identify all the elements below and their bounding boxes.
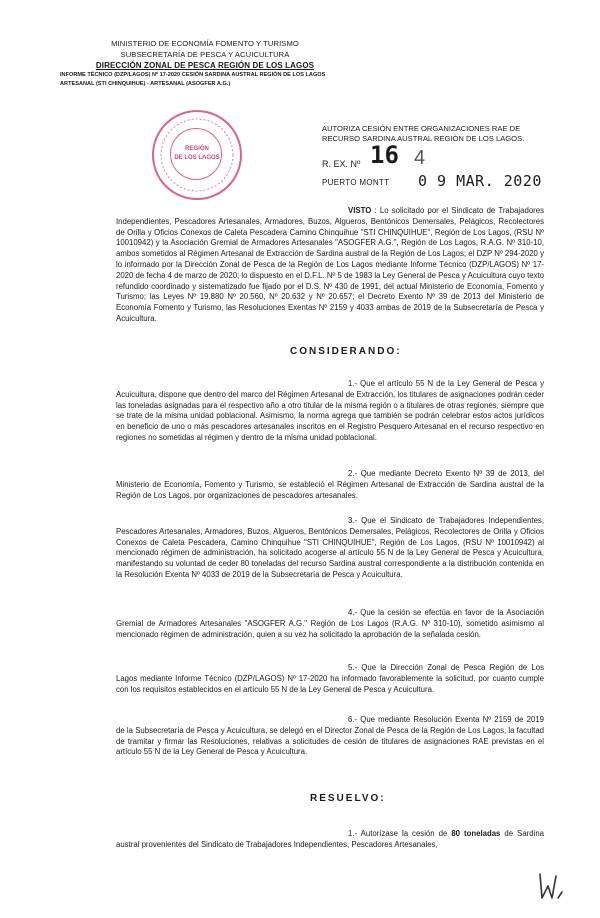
- official-stamp: [152, 110, 242, 200]
- ministry-line: MINISTERIO DE ECONOMÍA FOMENTO Y TURISMO: [111, 39, 299, 48]
- visto-text: : Lo solicitado por el Sindicato de Trabajadores Independientes, Pescadores Artesanales, Armadores, Buzos, Algueros, Bentónicos Demersales, Pelágicos, Recolectores de Orilla y Oficios Conexos de Caleta Pescadera Camino Chinquihue "STI CHINQUIHUE", Región de Los Lagos, (RSU Nº 10010942) y la Asociación Gremial de Armadores Artesanales "ASOGFER A.G.", Región de Los Lagos, R.A.G. Nº 310-10, ambos sometidos al Régimen Artesanal de Extracción de Sardina austral de la Región de Los Lagos; el DZP Nº 294-2020 y lo informado por la Dirección Zonal de Pesca de la Región de Los Lagos mediante Informe Técnico (DZP/LAGOS) Nº 17-2020 de fecha 4 de marzo de 2020; lo dispuesto en el D.F.L. Nº 5 de 1983 la Ley General de Pesca y Acuicultura cuyo texto refundido coordinado y sistematizado fue fijado por el D.S. Nº 430 de 1991, del actual Ministerio de Economía, Fomento y Turismo; las Leyes Nº 19.880 Nº 20.560, Nº 20.632 y Nº 20.657; el Decreto Exento Nº 39 de 2013 del Ministerio de Economía Fomento y Turismo, las Resoluciones Exentas Nº 2159 y 4033 ambas de 2019 de la Subsecretaría de Pesca y Acuicultura.: [116, 206, 544, 323]
- subsecretariat-line: SUBSECRETARÍA DE PESCA Y ACUICULTURA: [120, 50, 290, 59]
- stamp-inner-ring: [170, 128, 222, 180]
- place-label: PUERTO MONTT: [322, 178, 390, 187]
- considerando-2: 2.- Que mediante Decreto Exento Nº 39 de 2013, del Ministerio de Economía, Fomento y Turismo, se estableció el Régimen Artesanal de Extracción de Sardina austral de la Región de Los Lagos, por organizaciones de pescadores artesanales.: [116, 469, 544, 500]
- considerando-4: 4.- Que la cesión se efectúa en favor de la Asociación Gremial de Armadores Artesanales "ASOGFER A.G." Región de Los Lagos (R.A.G. Nº 310-10), sometido asimismo al mencionado régimen de administración, quien a su vez ha solicitado la aprobación de la señalada cesión.: [116, 608, 544, 639]
- resuelvo-1-rest: de Sardina austral provenientes del Sindicato de Trabajadores Independientes, Pescadores Artesanales,: [116, 829, 544, 849]
- visto-label: VISTO: [348, 206, 372, 215]
- considerando-1: 1.- Que el artículo 55 N de la Ley General de Pesca y Acuicultura, dispone que dentro del marco del Régimen Artesanal de Extracción, los titulares de asignaciones podrán ceder las toneladas asignadas para el respectivo año a otro titular de la misma región o a titulares de otras regiones, siempre que se trate de la misma unidad poblacional. Asimismo, la norma agrega que también se podrán celebrar estos actos jurídicos en beneficio de uno o más pescadores artesanales inscritos en el Registro Pesquero Artesanal en el recurso respectivo en regiones no sometidas al régimen y dentro de la misma unidad poblacional.: [116, 379, 544, 442]
- resuelvo-heading: RESUELVO:: [310, 793, 386, 804]
- resolution-number-block: [322, 143, 522, 175]
- resuelvo-1-intro: 1.- Autorízase la cesión de: [348, 829, 452, 838]
- signature-initials-icon: [536, 868, 566, 904]
- stamp-text-region: REGIÓN: [185, 146, 209, 152]
- directorate-line: DIRECCIÓN ZONAL DE PESCA REGIÓN DE LOS LAGOS: [95, 61, 315, 70]
- place-date-block: [322, 172, 562, 194]
- resuelvo-1-tonnage: 80 toneladas: [451, 829, 501, 838]
- parties-line: ARTESANAL (STI CHINQUIHUE) - ARTESANAL (ASOGFER A.G.): [60, 81, 231, 87]
- considerando-5: 5.- Que la Dirección Zonal de Pesca Región de Los Lagos mediante Informe Técnico (DZP/LAGOS) Nº 17-2020 ha informado favorablemente la solicitud, por cuanto cumple con los requisitos establecidos en el artículo 55 N de la Ley General de Pesca y Acuicultura.: [116, 663, 544, 694]
- report-reference-line: INFORME TÉCNICO (DZP/LAGOS) Nº 17-2020 CESIÓN SARDINA AUSTRAL REGIÓN DE LOS LAGOS: [60, 72, 326, 78]
- resolution-number-label: R. EX. Nº: [322, 159, 361, 169]
- considerando-3: 3.- Que el Sindicato de Trabajadores Independientes, Pescadores Artesanales, Armadores, Buzos, Algueros, Bentónicos Demersales, Pelágicos, Recolectores de Orilla y Oficios Conexos de Caleta Pescadera, Camino Chinquihue "STI CHINQUIHUE", Región de Los Lagos, (RSU Nº 10010942) al mencionado régimen de administración, ha solicitado acogerse al artículo 55 N de la Ley General de Pesca y Acuicultura, manifestando su voluntad de ceder 80 toneladas del recurso Sardina austral correspondiente a la distribución contenida en la Resolución Exenta Nº 4033 de 2019 de la Subsecretaría de Pesca y Acuicultura.: [116, 516, 544, 579]
- considerando-6: 6.- Que mediante Resolución Exenta Nº 2159 de 2019 de la Subsecretaría de Pesca y Acuicultura, se delegó en el Director Zonal de Pesca de la Región de Los Lagos, la facultad de tramitar y firmar las Resoluciones, relativas a solicitudes de cesión de titulares de asignaciones RAE previstas en el artículo 55 N de la Ley General de Pesca y Acuicultura.: [116, 715, 544, 757]
- date-stamp: 0 9 MAR. 2020: [418, 172, 542, 190]
- resolution-handwritten-mark: 4: [414, 147, 426, 169]
- letterhead: [60, 38, 350, 89]
- considerando-heading: CONSIDERANDO:: [290, 346, 402, 357]
- resuelvo-1: [116, 829, 544, 851]
- resolution-number: 16: [370, 141, 399, 169]
- visto-paragraph: [116, 206, 544, 325]
- document-subject: AUTORIZA CESIÓN ENTRE ORGANIZACIONES RAE DE RECURSO SARDINA AUSTRAL REGIÓN DE LOS LAGOS.: [322, 124, 525, 143]
- stamp-text-name: DE LOS LAGOS: [174, 155, 220, 161]
